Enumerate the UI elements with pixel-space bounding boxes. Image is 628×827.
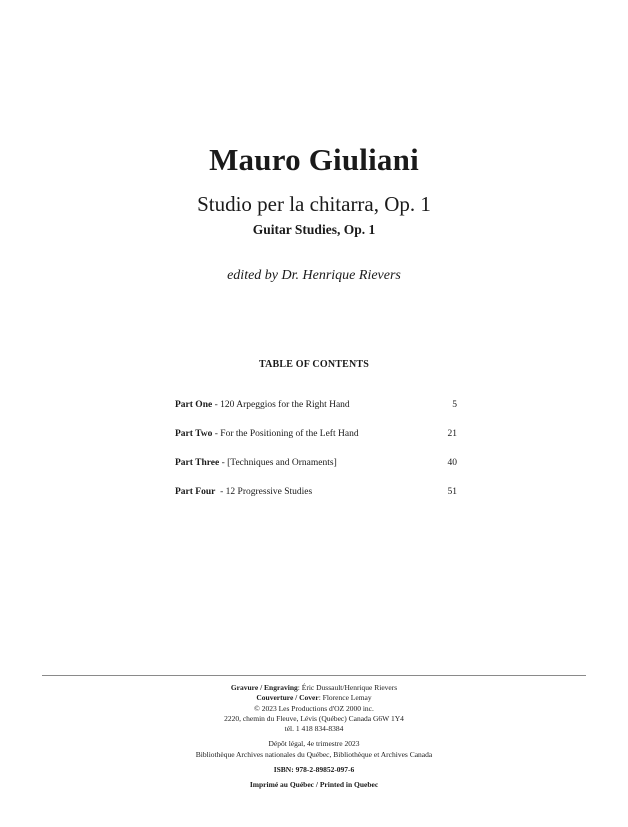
toc-part-description: - [Techniques and Ornaments] [219, 458, 337, 468]
toc-entry-part-two [175, 429, 457, 458]
cover-label: Couverture / Cover [256, 693, 319, 703]
isbn: ISBN: 978-2-89852-097-6 [273, 765, 355, 775]
editor-credit: edited by Dr. Henrique Rievers [227, 268, 401, 283]
engraving-value: : Éric Dussault/Henrique Rievers [297, 683, 398, 692]
work-title: Studio per la chitarra, Op. 1 [197, 192, 431, 216]
toc-entry-part-four [175, 487, 457, 516]
toc-part-label: Part Four [175, 487, 216, 497]
library-deposit: Bibliothèque Archives nationales du Québec, Bibliothèque et Archives Canada [195, 749, 433, 759]
composer-name: Mauro Giuliani [209, 142, 419, 177]
publisher-phone: tél. 1 418 834-8384 [284, 724, 344, 734]
engraving-credit [0, 683, 628, 693]
toc-page-number: 40 [447, 458, 457, 468]
toc-page-number: 51 [447, 487, 457, 497]
work-subtitle: Guitar Studies, Op. 1 [252, 222, 376, 237]
cover-value: : Florence Lemay [318, 693, 372, 703]
copyright-line: © 2023 Les Productions d'OZ 2000 inc. [254, 703, 374, 713]
toc-part-description: - 12 Progressive Studies [215, 487, 313, 497]
table-of-contents [175, 400, 457, 516]
toc-part-description: - 120 Arpeggios for the Right Hand [212, 400, 350, 410]
toc-part-label: Part One [175, 400, 213, 410]
toc-page-number: 5 [452, 400, 457, 410]
legal-deposit: Dépôt légal, 4e trimestre 2023 [268, 739, 360, 749]
toc-page-number: 21 [447, 429, 457, 439]
engraving-label: Gravure / Engraving [230, 683, 298, 692]
toc-part-description: - For the Positioning of the Left Hand [212, 429, 359, 439]
publisher-address: 2220, chemin du Fleuve, Lévis (Québec) Canada G6W 1Y4 [224, 713, 404, 723]
toc-heading: TABLE OF CONTENTS [258, 359, 370, 370]
printed-in: Imprimé au Québec / Printed in Quebec [249, 780, 379, 790]
cover-credit [0, 693, 628, 703]
colophon [0, 683, 628, 791]
toc-entry-part-three [175, 458, 457, 487]
footer-divider [42, 675, 586, 676]
toc-part-label: Part Two [175, 429, 213, 439]
toc-entry-part-one [175, 400, 457, 429]
toc-part-label: Part Three [175, 458, 220, 468]
